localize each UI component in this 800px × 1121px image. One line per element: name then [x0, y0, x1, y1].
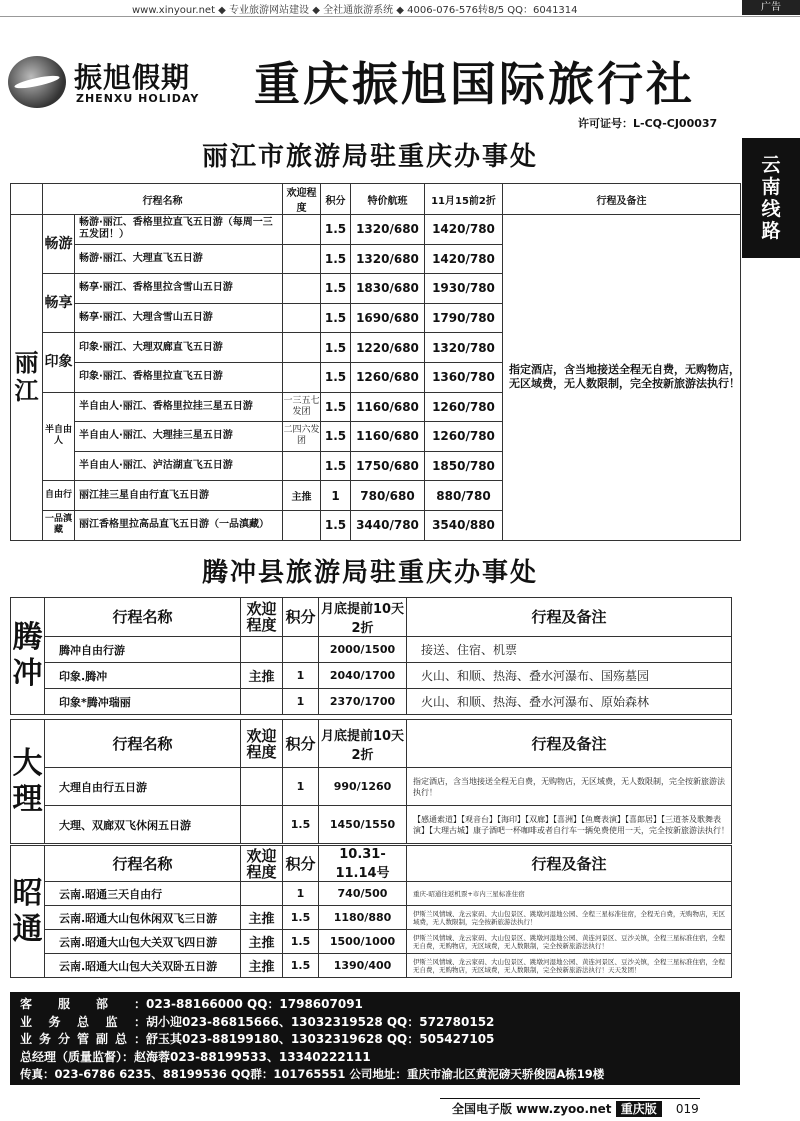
category-label: 半自由人 — [43, 392, 75, 481]
top-banner-text: www.xinyour.net ◆ 专业旅游网站建设 ◆ 全社通旅游系统 ◆ 4006-076-576转8/5 QQ：6041314 — [132, 5, 578, 16]
table-row: 半自由人 半自由人·丽江、香格里拉挂三星五日游 一三五七发团 1.5 1160/680 1260/780 — [11, 392, 741, 422]
section-title-lijiang: 丽江市旅游局驻重庆办事处 — [201, 142, 538, 172]
category-label: 畅游 — [43, 215, 75, 274]
license-number: 许可证号：L-CQ-CJ00037 — [578, 117, 718, 130]
table-row: 云南.昭通大山包大关双卧五日游 主推 1.5 1390/400 伊斯兰风情城、龙云家码、大山包景区、跳墩河湿地公园、黄连河景区、豆沙关镇，全程三星标准住宿，全程无自费，无购物店，无区域费，无人数限制，完全按新旅游法执行！天天发团！ — [11, 954, 732, 978]
table-row: 云南.昭通大山包休闲双飞三日游 主推 1.5 1180/880 伊斯兰风情城、龙云家码、大山包景区、跳墩河湿地公园、全程三星标准住宿，全程无自费，无购物店，无区域费，无人数限制，完全按新旅游法执行！ — [11, 906, 732, 930]
table-row: 印象·丽江、香格里拉直飞五日游 1.5 1260/680 1360/780 — [11, 362, 741, 392]
table-row: 大理、双廊双飞休闲五日游 1.5 1450/1550 【感通索道】【观音台】【海印】【双廊】【喜洲】【鱼鹰表演】【喜郎居】【三道茶及歌舞表演】【大理古城】康子酒吧一杯咖啡或者自行车一辆免费使用一天，完全按新旅游法执行！ — [11, 806, 732, 844]
lijiang-note: 指定酒店，含当地接送全程无自费，无购物店，无区域费，无人数限制，完全按新旅游法执行！ — [503, 215, 741, 541]
header-notes: 行程及备注 — [503, 184, 741, 215]
header-special: 特价航班 — [351, 184, 425, 215]
table-row: 一品滇藏 丽江香格里拉高品直飞五日游（一品滇藏） 1.5 3440/780 3540/880 — [11, 510, 741, 540]
section-title-tengchong: 腾冲县旅游局驻重庆办事处 — [201, 558, 538, 588]
table-row: 畅享·丽江、大理含雪山五日游 1.5 1690/680 1790/780 — [11, 303, 741, 333]
table-header-row — [11, 184, 741, 215]
contact-line: 客服部：023-88166000 QQ：1798607091 — [20, 997, 363, 1011]
tengchong-table — [10, 597, 732, 715]
table-row: 腾冲自由行游 2000/1500 接送、住宿、机票 — [11, 637, 732, 663]
side-tab-yunnan-routes: 云 南 线 路 — [742, 138, 800, 258]
header-points: 积分 — [321, 184, 351, 215]
top-divider — [0, 16, 800, 17]
table-row: 半自由人·丽江、大理挂三星五日游 二四六发团 1.5 1160/680 1260/780 — [11, 422, 741, 452]
logo-cn-text: 振旭假期 — [74, 61, 191, 94]
logo-emblem-icon — [8, 56, 66, 108]
page-footer — [452, 1100, 699, 1117]
table-row: 印象 印象·丽江、大理双廊直飞五日游 1.5 1220/680 1320/780 — [11, 333, 741, 363]
category-label: 畅享 — [43, 274, 75, 333]
table-row: 自由行 丽江挂三星自由行直飞五日游 主推 1 780/680 880/780 — [11, 481, 741, 511]
category-label: 一品滇藏 — [43, 510, 75, 540]
lijiang-table — [10, 183, 741, 541]
table-header-row: 大理 行程名称 欢迎程度 积分 月底提前10天2折 行程及备注 — [11, 720, 732, 768]
header-discount: 11月15前2折 — [425, 184, 503, 215]
page-number: 019 — [675, 1102, 699, 1116]
contact-footer — [10, 992, 740, 1085]
category-label: 自由行 — [43, 481, 75, 511]
contact-line: 业务总监：胡小迎023-86815666、13032319528 QQ：572780152 — [20, 1014, 495, 1029]
agency-name: 重庆振旭国际旅行社 — [254, 57, 695, 111]
header-route: 行程名称 — [43, 184, 283, 215]
table-row: 丽江 畅游 畅游·丽江、香格里拉直飞五日游（每周一三五发团！） 1.5 1320/680 1420/780 指定酒店，含当地接送全程无自费，无购物店，无区域费，无人数限制，完全按新旅游法执行！ — [11, 215, 741, 245]
contact-line: 传真：023-6786 6235、88199536 QQ群：101765551 公司地址：重庆市渝北区黄泥磅天骄俊园A栋19楼 — [20, 1067, 605, 1081]
dali-table — [10, 719, 732, 844]
logo-en-text: ZHENXU HOLIDAY — [76, 92, 200, 105]
table-row: 大理自由行五日游 1 990/1260 指定酒店，含当地接送全程无自费，无购物店，无区域费，无人数限制，完全按新旅游法执行！ — [11, 768, 732, 806]
table-row: 畅享 畅享·丽江、香格里拉含雪山五日游 1.5 1830/680 1930/780 — [11, 274, 741, 304]
table-row: 印象.腾冲 主推 1 2040/1700 火山、和顺、热海、叠水河瀑布、国殇墓园 — [11, 663, 732, 689]
table-row: 半自由人·丽江、泸沽湖直飞五日游 1.5 1750/680 1850/780 — [11, 451, 741, 481]
category-label: 印象 — [43, 333, 75, 392]
header-welcome: 欢迎程度 — [283, 184, 321, 215]
ad-label: 广告 — [742, 0, 800, 15]
top-banner — [0, 0, 800, 16]
table-header-row: 腾冲 行程名称 欢迎程度 积分 月底提前10天2折 行程及备注 — [11, 598, 732, 637]
table-row: 畅游·丽江、大理直飞五日游 1.5 1320/680 1420/780 — [11, 244, 741, 274]
table-row: 云南.昭通大山包大关双飞四日游 主推 1.5 1500/1000 伊斯兰风情城、龙云家码、大山包景区、跳墩河湿地公园、黄连河景区、豆沙关镇，全程三星标准住宿，全程无自费，无购物店，无区域费，无人数限制，完全按新旅游法执行！ — [11, 930, 732, 954]
edition-badge: 重庆版 — [616, 1101, 662, 1117]
table-row: 云南.昭通三天自由行 1 740/500 重庆-昭通往返机票+市内三星标准住宿 — [11, 882, 732, 906]
contact-line: 总经理（质量监督）：赵海蓉023-88199533、13340222111 — [20, 1049, 371, 1064]
zhaotong-table — [10, 845, 732, 978]
table-header-row: 昭通 行程名称 欢迎程度 积分 10.31-11.14号 行程及备注 — [11, 846, 732, 882]
agency-logo — [8, 52, 238, 112]
region-label: 大理 — [11, 720, 45, 844]
contact-line: 业务分管副总：舒玉其023-88199180、13032319628 QQ：505427105 — [20, 1032, 495, 1046]
bottom-divider — [440, 1098, 700, 1099]
site-url[interactable]: 全国电子版 www.zyoo.net — [452, 1102, 612, 1116]
region-label: 丽江 — [11, 215, 43, 541]
region-label: 腾冲 — [11, 598, 45, 715]
table-row: 印象*腾冲瑞丽 1 2370/1700 火山、和顺、热海、叠水河瀑布、原始森林 — [11, 689, 732, 715]
region-label: 昭通 — [11, 846, 45, 978]
